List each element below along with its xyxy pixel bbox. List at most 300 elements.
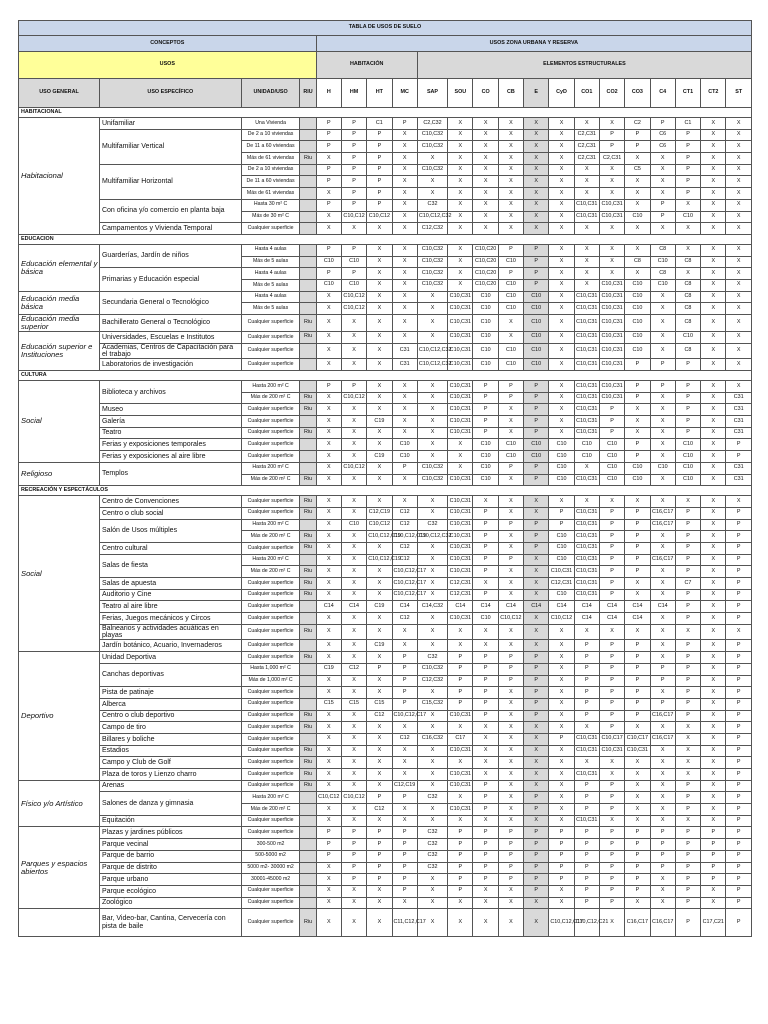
uso-especifico-cell: Salones de danza y gimnasia [99,792,241,815]
uso-especifico-cell: Unidad Deportiva [99,652,241,664]
value-cell: C12 [392,519,417,531]
value-cell: P [726,640,752,652]
value-cell: P [650,698,675,710]
value-cell: C10,C31 [448,416,473,428]
value-cell: P [448,652,473,664]
value-cell: C10,C31 [448,474,473,486]
value-cell: X [367,885,392,897]
value-cell: X [498,687,523,699]
value-cell: P [701,839,726,851]
value-cell: X [392,291,417,303]
value-cell: X [650,392,675,404]
uso-especifico-cell: Jardín botánico, Acuario, Invernaderos [99,640,241,652]
unidad-cell: De 11 a 60 viviendas [241,141,300,153]
value-cell: X [599,757,624,769]
value-cell: C10 [473,613,498,625]
value-cell: P [675,710,700,722]
riu-cell: Riu [300,589,316,601]
value-cell: X [701,331,726,343]
value-cell: C10 [524,343,549,359]
table-row [19,164,752,176]
value-cell: X [341,331,366,343]
value-cell: C12,C19 [392,780,417,792]
value-cell: P [498,839,523,851]
value-cell: X [473,199,498,211]
value-cell: P [316,118,341,130]
unidad-cell: Más de 200 m² C [241,566,300,578]
value-cell: P [726,733,752,745]
value-cell: X [726,256,752,268]
value-cell: X [701,507,726,519]
uso-especifico-cell: Galería [99,416,241,428]
value-cell: X [625,268,650,280]
value-cell: X [316,862,341,874]
unidad-cell: Hasta 200 m² C [241,381,300,393]
value-cell: P [650,862,675,874]
value-cell: X [367,578,392,590]
value-cell: C10,C31 [599,303,624,315]
value-cell: P [574,850,599,862]
uso-general-cell: Educación media superior [19,315,100,332]
value-cell: P [574,792,599,804]
uso-especifico-cell: Parque de distrito [99,862,241,874]
value-cell: P [524,663,549,675]
value-cell: X [316,331,341,343]
value-cell: P [549,862,574,874]
value-cell: X [316,909,341,937]
value-cell: C10,C31 [625,745,650,757]
value-cell: C10,C12 [341,303,366,315]
column-header-mc: MC [392,79,417,108]
value-cell: X [549,381,574,393]
value-cell: X [574,176,599,188]
table-row [19,427,752,439]
value-cell: X [473,118,498,130]
value-cell: C8 [675,256,700,268]
value-cell: C10,C31 [574,427,599,439]
value-cell: X [473,640,498,652]
value-cell: X [726,624,752,640]
value-cell: X [316,566,341,578]
value-cell: P [316,381,341,393]
uso-especifico-cell: Unifamiliar [99,118,241,130]
value-cell: P [599,698,624,710]
value-cell: C19 [316,663,341,675]
value-cell: P [599,663,624,675]
value-cell: X [367,474,392,486]
value-cell: P [498,675,523,687]
value-cell: P [726,698,752,710]
value-cell: X [650,474,675,486]
value-cell: C16,C17 [650,733,675,745]
value-cell: P [473,862,498,874]
value-cell: X [701,663,726,675]
table-title: TABLA DE USOS DE SUELO [19,21,752,36]
value-cell: P [574,874,599,886]
value-cell: X [726,199,752,211]
table-row [19,733,752,745]
value-cell: X [316,531,341,543]
value-cell: C10,C12,C17 [392,566,417,578]
value-cell: X [675,624,700,640]
value-cell: X [650,687,675,699]
value-cell: P [726,589,752,601]
uso-especifico-cell: Alberca [99,698,241,710]
value-cell: C12 [367,804,392,816]
value-cell: C10 [524,331,549,343]
value-cell: C10 [574,439,599,451]
value-cell: X [392,129,417,141]
unidad-cell: Cualquier superficie [241,827,300,839]
value-cell: P [367,827,392,839]
table-row [19,613,752,625]
value-cell: C10,C31 [448,554,473,566]
value-cell: X [316,652,341,664]
value-cell: C32 [417,827,447,839]
value-cell: P [675,804,700,816]
value-cell: C14 [574,601,599,613]
value-cell: X [473,815,498,827]
value-cell: X [316,451,341,463]
value-cell: P [675,188,700,200]
value-cell: X [498,698,523,710]
value-cell: C10,C31 [574,291,599,303]
value-cell: X [498,885,523,897]
value-cell: C10 [549,554,574,566]
value-cell: X [574,279,599,291]
value-cell: C10,C31 [599,199,624,211]
value-cell: X [473,188,498,200]
value-cell: X [367,566,392,578]
value-cell: X [701,698,726,710]
value-cell: P [675,392,700,404]
value-cell: C19 [367,451,392,463]
value-cell: P [625,885,650,897]
value-cell: X [392,268,417,280]
value-cell: X [417,589,447,601]
value-cell: P [599,519,624,531]
value-cell: P [574,687,599,699]
value-cell: C31 [726,427,752,439]
value-cell: P [524,474,549,486]
value-cell: X [316,392,341,404]
value-cell: C19 [367,640,392,652]
value-cell: C10,C31 [574,359,599,371]
value-cell: X [392,303,417,315]
value-cell: P [726,780,752,792]
value-cell: C10,C12,C32 [417,343,447,359]
value-cell: X [417,804,447,816]
value-cell: X [316,733,341,745]
value-cell: P [675,404,700,416]
value-cell: X [417,566,447,578]
value-cell: X [473,624,498,640]
value-cell: P [524,531,549,543]
value-cell: X [473,164,498,176]
value-cell: C10 [524,303,549,315]
value-cell: X [726,331,752,343]
value-cell: C14 [574,613,599,625]
riu-cell [300,687,316,699]
value-cell: X [392,256,417,268]
value-cell: X [701,381,726,393]
value-cell: P [574,640,599,652]
value-cell: X [675,769,700,781]
table-row [19,343,752,359]
value-cell: X [549,804,574,816]
uso-especifico-cell: Estadios [99,745,241,757]
value-cell: X [367,542,392,554]
value-cell: X [448,462,473,474]
table-row [19,601,752,613]
value-cell: X [549,303,574,315]
value-cell: C10 [498,343,523,359]
value-cell: X [625,589,650,601]
value-cell: P [524,542,549,554]
value-cell: X [417,613,447,625]
value-cell: X [498,733,523,745]
uso-especifico-cell: Parque urbano [99,874,241,886]
riu-cell [300,815,316,827]
unidad-cell: Cualquier superficie [241,343,300,359]
value-cell: X [650,885,675,897]
value-cell: C10 [650,462,675,474]
value-cell: P [392,850,417,862]
value-cell: C10,C12 [341,792,366,804]
value-cell: X [367,733,392,745]
value-cell: X [417,303,447,315]
value-cell: X [341,554,366,566]
value-cell: X [701,652,726,664]
value-cell: P [524,256,549,268]
value-cell: C10,C31 [448,427,473,439]
value-cell: X [524,188,549,200]
value-cell: X [650,427,675,439]
value-cell: C1 [367,118,392,130]
value-cell: C10 [625,343,650,359]
value-cell: P [341,199,366,211]
table-row [19,589,752,601]
value-cell: P [341,176,366,188]
value-cell: P [726,652,752,664]
value-cell: X [650,874,675,886]
value-cell: P [599,427,624,439]
value-cell: X [524,613,549,625]
value-cell: C32 [417,862,447,874]
value-cell: X [448,129,473,141]
column-header-e: E [524,79,549,108]
value-cell: C8 [675,279,700,291]
value-cell: P [599,554,624,566]
value-cell: P [341,188,366,200]
unidad-cell: Cualquier superficie [241,416,300,428]
value-cell: P [341,268,366,280]
value-cell: X [498,780,523,792]
value-cell: X [392,804,417,816]
value-cell: X [549,315,574,332]
uso-especifico-cell: Campamentos y Vivienda Temporal [99,223,241,235]
value-cell: C10,C32 [417,268,447,280]
value-cell: X [392,223,417,235]
value-cell: X [341,416,366,428]
value-cell: X [599,769,624,781]
column-header-st: ST [726,79,752,108]
value-cell: P [675,850,700,862]
value-cell: P [473,381,498,393]
value-cell: X [341,315,366,332]
value-cell: C10 [341,279,366,291]
value-cell: P [392,874,417,886]
value-cell: C10 [473,315,498,332]
value-cell: P [473,839,498,851]
value-cell: P [448,827,473,839]
uso-especifico-cell: Multifamiliar Vertical [99,129,241,164]
table-row [19,710,752,722]
unidad-cell: Cualquier superficie [241,451,300,463]
value-cell: C31 [726,474,752,486]
value-cell: C10 [498,439,523,451]
value-cell: C14 [498,601,523,613]
value-cell: X [498,909,523,937]
unidad-cell: Más de 1,000 m² C [241,675,300,687]
value-cell: C10,C12,C17 [392,589,417,601]
value-cell: C12,C32 [417,223,447,235]
value-cell: X [726,291,752,303]
riu-cell [300,188,316,200]
value-cell: X [726,303,752,315]
uso-general-cell: Físico y/o Artístico [19,780,100,827]
unidad-cell: Cualquier superficie [241,745,300,757]
value-cell: X [392,199,417,211]
value-cell: X [675,496,700,508]
unidad-cell: Cualquier superficie [241,404,300,416]
value-cell: P [448,885,473,897]
value-cell: C10,C12,C32 [417,359,447,371]
value-cell: X [701,141,726,153]
value-cell: C10,C32 [417,279,447,291]
value-cell: X [625,804,650,816]
value-cell: P [473,687,498,699]
unidad-cell: Más de 61 viviendas [241,153,300,165]
riu-cell [300,381,316,393]
riu-cell [300,897,316,909]
value-cell: X [367,439,392,451]
value-cell: P [498,862,523,874]
value-cell: C14 [599,613,624,625]
value-cell: X [367,652,392,664]
unidad-cell: Cualquier superficie [241,496,300,508]
value-cell: C8 [675,315,700,332]
uso-especifico-cell: Ferias y exposiciones al aire libre [99,451,241,463]
riu-cell [300,291,316,303]
value-cell: P [650,199,675,211]
table-row [19,757,752,769]
value-cell: P [473,554,498,566]
value-cell: P [574,780,599,792]
value-cell: P [473,404,498,416]
value-cell: X [341,474,366,486]
value-cell: X [417,451,447,463]
riu-cell [300,141,316,153]
value-cell: C10,C12 [316,792,341,804]
value-cell: X [392,416,417,428]
value-cell: X [524,733,549,745]
value-cell: X [498,164,523,176]
value-cell: P [625,663,650,675]
value-cell: C10,C31 [599,331,624,343]
uso-especifico-cell: Pista de patinaje [99,687,241,699]
value-cell: P [675,427,700,439]
value-cell: X [549,780,574,792]
value-cell: P [341,153,366,165]
value-cell: X [448,792,473,804]
value-cell: X [625,153,650,165]
value-cell: P [498,827,523,839]
unidad-cell: Una Vivienda [241,118,300,130]
value-cell: X [549,792,574,804]
value-cell: X [701,118,726,130]
value-cell: P [625,542,650,554]
uso-especifico-cell: Centro o club social [99,507,241,519]
value-cell: P [675,542,700,554]
value-cell: X [473,897,498,909]
value-cell: P [524,850,549,862]
table-row [19,745,752,757]
value-cell: X [341,223,366,235]
value-cell: P [574,663,599,675]
value-cell: P [367,188,392,200]
value-cell: C15 [316,698,341,710]
value-cell: X [316,687,341,699]
value-cell: X [625,496,650,508]
riu-cell [300,256,316,268]
value-cell: X [417,507,447,519]
value-cell: X [650,652,675,664]
value-cell: C10 [473,474,498,486]
unidad-cell: Hasta 1,000 m² C [241,663,300,675]
value-cell: X [316,589,341,601]
value-cell: X [675,745,700,757]
value-cell: X [392,392,417,404]
value-cell: P [650,211,675,223]
table-row [19,291,752,303]
value-cell: X [574,118,599,130]
value-cell: P [524,404,549,416]
value-cell: X [549,279,574,291]
value-cell: P [726,909,752,937]
value-cell: X [701,804,726,816]
usos-header: USOS [19,52,317,79]
value-cell: C10,C20 [473,268,498,280]
value-cell: C10,C31 [574,211,599,223]
value-cell: C10,C31 [599,279,624,291]
value-cell: X [524,757,549,769]
value-cell: X [417,578,447,590]
value-cell: P [599,722,624,734]
riu-cell [300,862,316,874]
value-cell: X [726,279,752,291]
value-cell: C16,C17 [625,909,650,937]
section-title: RECREACIÓN Y ESPECTÁCULOS [19,486,752,496]
value-cell: P [625,687,650,699]
column-header-h: H [316,79,341,108]
riu-cell [300,268,316,280]
value-cell: X [448,188,473,200]
value-cell: P [316,850,341,862]
value-cell: X [448,439,473,451]
value-cell: X [417,780,447,792]
value-cell: P [625,698,650,710]
